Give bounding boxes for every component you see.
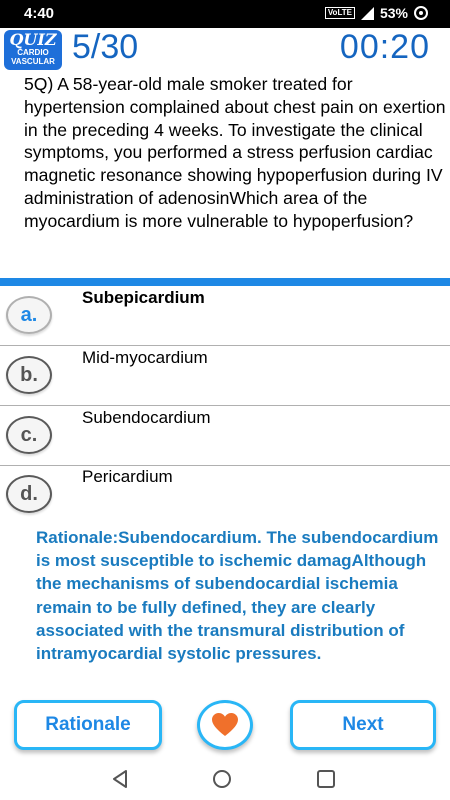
rationale-text: Rationale:Subendocardium. The subendocardium is most susceptible to ischemic damagAlthough the mechanisms of subendocardial ischemia remain to be fully defined, they are clearly associated with the transmural distribution of intramyocardial systolic pressures. — [36, 528, 439, 664]
option-c-badge[interactable]: c. — [6, 416, 52, 454]
question-text: 5Q) A 58-year-old male smoker treated for hypertension complained about chest pain on exertion in the preceding 4 weeks. To investigate the clinical symptoms, you performed a stress perfusion cardiac magnetic resonance showing hypoperfusion during IV administration of adenosinWhich area of the myocardium is more vulnerable to hypoperfusion? — [24, 74, 446, 231]
option-c-text: Subendocardium — [82, 408, 211, 427]
data-saver-icon — [414, 6, 428, 20]
option-b-text: Mid-myocardium — [82, 348, 208, 367]
signal-icon — [361, 7, 374, 20]
option-b[interactable] — [0, 346, 450, 406]
logo-line1: CARDIO — [17, 48, 49, 57]
home-icon[interactable] — [213, 770, 231, 788]
quiz-header — [0, 28, 450, 72]
status-icons — [325, 5, 428, 21]
back-icon[interactable] — [112, 770, 128, 788]
option-d[interactable] — [0, 465, 450, 525]
next-button[interactable]: Next — [290, 700, 436, 750]
option-a-badge[interactable]: a. — [6, 296, 52, 334]
option-d-badge[interactable]: d. — [6, 475, 52, 513]
heart-icon — [212, 713, 238, 737]
app-logo — [4, 30, 62, 70]
question-divider — [0, 278, 450, 286]
status-bar — [0, 0, 450, 28]
system-nav-bar — [0, 758, 450, 800]
question-counter: 5/30 — [72, 28, 139, 66]
option-c[interactable] — [0, 406, 450, 466]
logo-line2: VASCULAR — [11, 57, 55, 66]
option-a-text: Subepicardium — [82, 288, 205, 307]
rationale-panel — [0, 524, 450, 684]
option-a[interactable] — [0, 286, 450, 346]
option-b-badge[interactable]: b. — [6, 356, 52, 394]
logo-title: QUIZ — [9, 30, 57, 49]
volte-indicator: VoLTE — [325, 7, 355, 19]
favorite-button[interactable] — [197, 700, 253, 750]
recents-icon[interactable] — [317, 770, 335, 788]
rationale-button[interactable]: Rationale — [14, 700, 162, 750]
countdown-timer: 00:20 — [339, 28, 430, 66]
battery-percent: 53% — [379, 5, 408, 21]
option-d-text: Pericardium — [82, 467, 173, 486]
status-time: 4:40 — [24, 5, 55, 22]
